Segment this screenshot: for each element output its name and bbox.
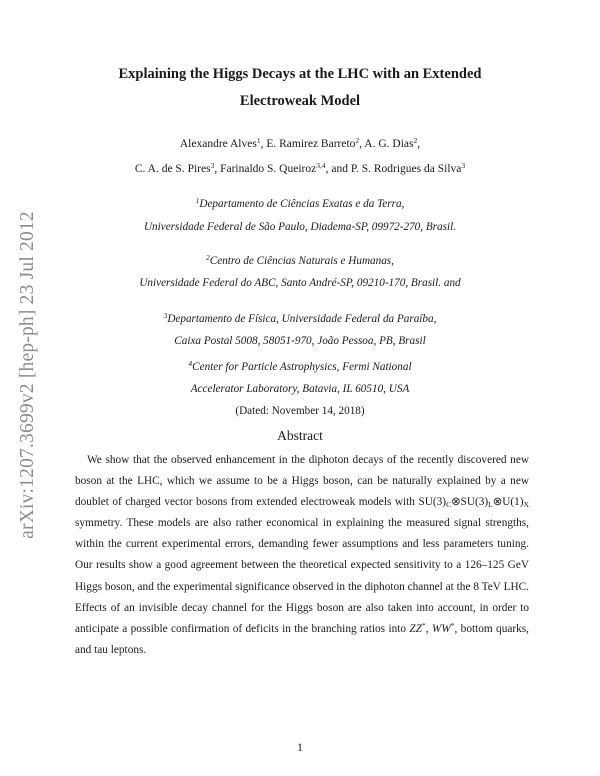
author-affiliation-mark: 3: [461, 161, 466, 170]
author-separator: ,: [417, 138, 421, 150]
author-affiliation-mark: 2: [355, 136, 360, 145]
author-affiliation-mark: 2: [413, 136, 418, 145]
affiliation-2-line-1: [0, 255, 600, 267]
arxiv-identifier: arXiv:1207.3699v2 [hep-ph] 23 Jul 2012: [17, 211, 38, 539]
author-name: Alexandre Alves: [179, 138, 257, 150]
author-name: Farinaldo S. Queiroz: [220, 163, 317, 175]
math-ww: WW: [431, 622, 451, 635]
affiliation-mark: 3: [163, 311, 168, 320]
abstract-text-2: symmetry. These models are also rather economical in explaining the measured signal strengths, within the current experimental errors, demanding fewer assumptions and less parameters tuning. Our results show a good agreement between the theoretical expected sensitivity to a 126–125 GeV Higgs boson, and the experimental significance observed in the diphoton channel at the 8 TeV LHC. Effects of an invisible decay channel for the Higgs boson are also taken into account, in order to anticipate a possible confirmation of deficits in the branching ratios into: [75, 517, 529, 635]
abstract-body: [75, 450, 529, 661]
author-affiliation-mark: 3,4: [316, 161, 326, 170]
affiliation-2-line-2: Universidade Federal do ABC, Santo André-SP, 09210-170, Brasil. and: [139, 277, 461, 289]
author-affiliation-mark: 1: [256, 136, 261, 145]
dated-line: (Dated: November 14, 2018): [235, 405, 365, 417]
math-star: *: [421, 620, 426, 630]
author-name: C. A. de S. Pires: [134, 163, 211, 175]
abstract-text-3: , bottom quarks, and tau leptons.: [75, 622, 529, 656]
affiliation-text: Departamento de Ciências Exatas e da Terra,: [199, 198, 405, 210]
author-line-2: [0, 163, 600, 175]
author-separator: , and: [325, 163, 351, 175]
math-su3: SU(3): [460, 496, 489, 509]
affiliation-4-line-1: [0, 361, 600, 373]
affiliation-text: Departamento de Física, Universidade Federal da Paraíba,: [167, 313, 437, 325]
math-otimes: ⊗: [492, 496, 503, 509]
affiliation-1-line-2: Universidade Federal de São Paulo, Diadema-SP, 09972-270, Brasil.: [143, 221, 457, 233]
math-su3: SU(3): [418, 496, 447, 509]
author-separator: ,: [359, 138, 365, 150]
math-subscript: L: [488, 500, 493, 510]
math-u1: U(1): [502, 496, 524, 509]
page-number: 1: [297, 740, 303, 754]
author-affiliation-mark: 3: [210, 161, 215, 170]
paper-title-line-2: Electroweak Model: [239, 93, 361, 109]
author-name: P. S. Rodrigues da Silva: [350, 163, 462, 175]
affiliation-4-line-2: Accelerator Laboratory, Batavia, IL 60510, USA: [190, 383, 410, 395]
paper-title-line-1: Explaining the Higgs Decays at the LHC with an Extended: [118, 66, 482, 82]
math-star: *: [450, 620, 455, 630]
author-name: E. Ramirez Barreto: [266, 138, 356, 150]
math-subscript: X: [523, 500, 529, 510]
abstract-text-1: We show that the observed enhancement in the diphoton decays of the recently discovered new boson at the LHC, which we assume to be a Higgs boson, can be naturally explained by a new doublet of charged vector bosons from extended electroweak models with: [75, 454, 529, 509]
author-separator: ,: [260, 138, 267, 150]
arxiv-sidebar: [8, 195, 48, 555]
affiliation-3-line-2: Caixa Postal 5008, 58051-970, João Pessoa, PB, Brasil: [174, 335, 426, 347]
author-line-1: [0, 138, 600, 150]
affiliation-mark: 4: [188, 359, 193, 368]
abstract-heading: Abstract: [277, 428, 323, 443]
affiliation-text: Centro de Ciências Naturais e Humanas,: [209, 255, 394, 267]
author-separator: ,: [214, 163, 221, 175]
affiliation-mark: 2: [206, 253, 210, 262]
affiliation-1-line-1: [0, 198, 600, 210]
affiliation-text: Center for Particle Astrophysics, Fermi National: [192, 361, 412, 373]
author-name: A. G. Dias: [364, 138, 414, 150]
affiliation-3-line-1: [0, 313, 600, 325]
math-otimes: ⊗: [451, 496, 461, 509]
affiliation-mark: 1: [195, 196, 200, 205]
math-zz: ZZ: [409, 622, 422, 635]
math-comma: ,: [425, 622, 432, 635]
math-subscript: C: [446, 500, 452, 510]
